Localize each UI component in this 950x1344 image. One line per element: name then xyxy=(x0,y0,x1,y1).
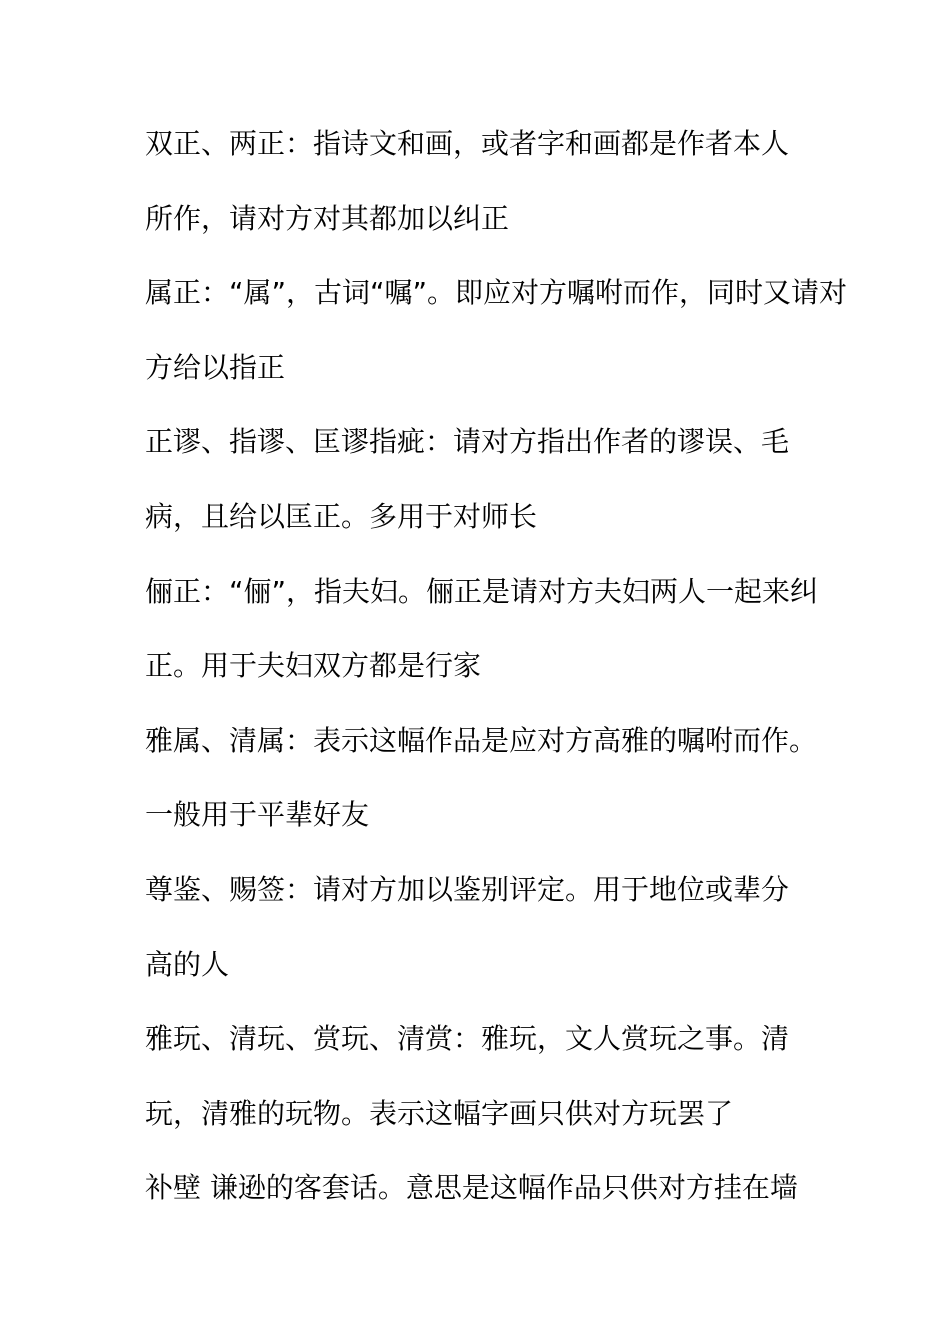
text-line: 玩，清雅的玩物。表示这幅字画只供对方玩罢了 xyxy=(145,1096,734,1130)
text-line: 俪正：“俪”，指夫妇。俪正是请对方夫妇两人一起来纠 xyxy=(145,574,819,608)
text-line: 所作，请对方对其都加以纠正 xyxy=(145,201,510,235)
text-line: 病，且给以匡正。多用于对师长 xyxy=(145,499,538,533)
text-line: 方给以指正 xyxy=(145,350,286,384)
text-line: 补壁 谦逊的客套话。意思是这幅作品只供对方挂在墙 xyxy=(145,1171,798,1205)
text-line: 雅玩、清玩、赏玩、清赏：雅玩，文人赏玩之事。清 xyxy=(145,1022,790,1056)
document-body xyxy=(145,116,848,1235)
text-line: 双正、两正：指诗文和画，或者字和画都是作者本人 xyxy=(145,127,790,160)
text-line: 高的人 xyxy=(145,947,230,981)
text-line: 雅属、清属：表示这幅作品是应对方高雅的嘱咐而作。 xyxy=(145,723,818,757)
text-line: 尊鉴、赐签：请对方加以鉴别评定。用于地位或辈分 xyxy=(145,872,790,906)
text-line: 一般用于平辈好友 xyxy=(145,798,370,832)
text-line: 正。用于夫妇双方都是行家 xyxy=(145,649,482,683)
text-line: 正谬、指谬、匡谬指疵：请对方指出作者的谬误、毛 xyxy=(145,425,790,459)
text-line: 属正：“属”，古词“嘱”。即应对方嘱咐而作，同时又请对 xyxy=(145,276,848,310)
